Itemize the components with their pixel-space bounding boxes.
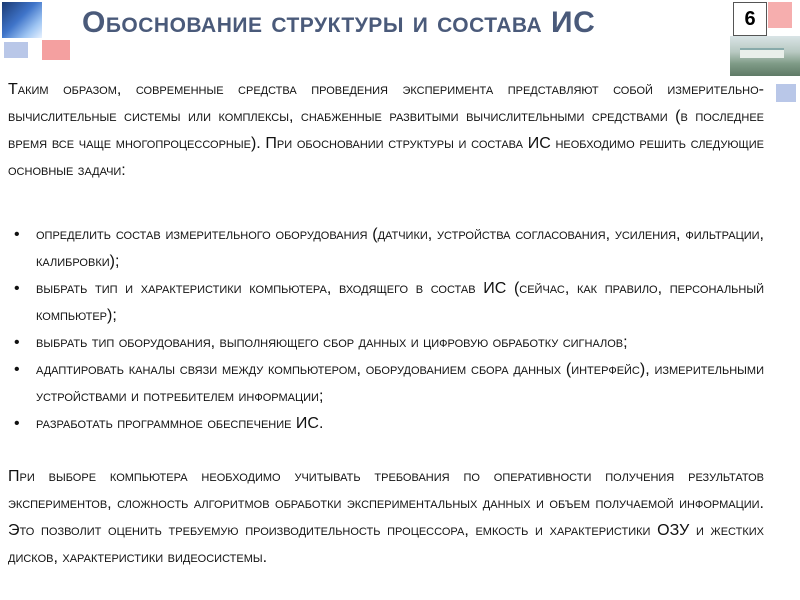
slide-number: 6 xyxy=(733,2,767,36)
task-text: разработать программное обеспечение ИС. xyxy=(36,415,324,432)
task-text: выбрать тип и характеристики компьютера, входящего в состав ИС (сейчас, как правило, персональный компьютер); xyxy=(36,280,764,324)
decor-square-blue-right xyxy=(776,84,796,102)
list-item xyxy=(8,275,764,329)
bullet-icon: • xyxy=(14,415,20,432)
corner-decoration xyxy=(0,0,80,60)
task-text: выбрать тип оборудования, выполняющего сбор данных и цифровую обработку сигналов; xyxy=(36,334,628,351)
bullet-icon: • xyxy=(14,280,20,297)
list-item xyxy=(8,221,764,275)
bullet-icon: • xyxy=(14,361,20,378)
task-list xyxy=(8,221,764,437)
list-item xyxy=(8,329,764,356)
decor-square-blue xyxy=(4,42,28,58)
header-photo xyxy=(730,36,800,76)
slide-title: Обоснование структуры и состава ИС xyxy=(82,6,596,39)
bullet-icon: • xyxy=(14,226,20,243)
list-item xyxy=(8,356,764,410)
decor-square-pink xyxy=(42,40,70,60)
decor-square-pink-right xyxy=(768,2,792,28)
intro-paragraph: Таким образом, современные средства проведения эксперимента представляют собой измерительно-вычислительные системы или комплексы, снабженные развитыми вычислительными средствами (в последнее время все чаще многопроцессорные). При обосновании структуры и состава ИС необходимо решить следующие основные задачи: xyxy=(8,81,764,179)
list-item xyxy=(8,410,764,437)
task-text: адаптировать каналы связи между компьютером, оборудованием сбора данных (интерфейс), измерительными устройствами и потребителем информации; xyxy=(36,361,764,405)
corner-thumbnail-image xyxy=(2,2,42,38)
bullet-icon: • xyxy=(14,334,20,351)
task-text: определить состав измерительного оборудования (датчики, устройства согласования, усиления, фильтрации, калибровки); xyxy=(36,226,764,270)
closing-paragraph: При выборе компьютера необходимо учитывать требования по оперативности получения результатов экспериментов, сложность алгоритмов обработки экспериментальных данных и объем получаемой информации. Это позволит оценить требуемую производительность процессора, емкость и характеристики ОЗУ и жестких дисков, характеристики видеосистемы. xyxy=(8,468,764,566)
